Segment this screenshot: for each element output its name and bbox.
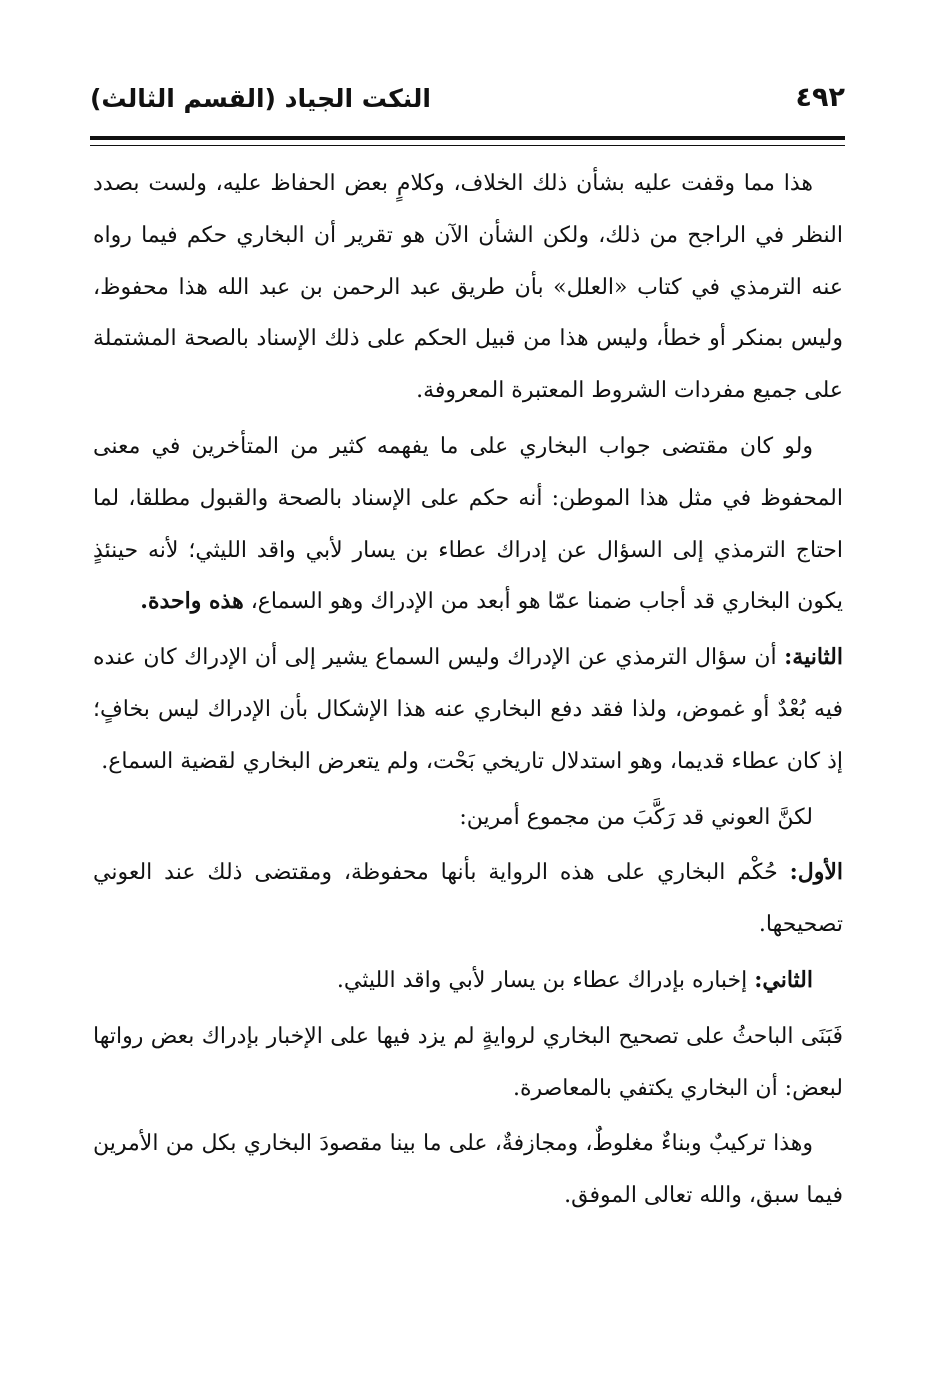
paragraph-text: أن سؤال الترمذي عن الإدراك وليس السماع يشير إلى أن الإدراك كان عنده فيه بُعْدٌ أو غموض، ولذا فقد دفع البخاري عنه هذا الإشكال بأن الإدراك ليس بخافٍ؛ إذ كان عطاء قديما، وهو استدلال تاريخي بَحْت، ولم يتعرض البخاري لقضية السماع. xyxy=(93,645,843,774)
paragraph-6 xyxy=(93,955,843,1007)
paragraph-text: هذا مما وقفت عليه بشأن ذلك الخلاف، وكلامٍ بعض الحفاظ عليه، ولست بصدد النظر في الراجح من ذلك، ولكن الشأن الآن هو تقرير أن البخاري حكم فيما رواه عنه الترمذي في كتاب «العلل» بأن طريق عبد الرحمن بن عبد الله هذا محفوظ، وليس بمنكر أو خطأ، وليس هذا من قبيل الحكم على ذلك الإسناد بالصحة المشتملة على جميع مفردات الشروط المعتبرة المعروفة. xyxy=(93,171,843,404)
header-rule-thick xyxy=(90,136,845,140)
paragraph-lead: الأول: xyxy=(789,859,843,886)
paragraph-7 xyxy=(93,1011,843,1115)
page-number: ٤٩٢ xyxy=(795,82,845,113)
paragraph-text: فَبَنَى الباحثُ على تصحيح البخاري لروايةٍ لم يزد فيها على الإخبار بإدراك بعض رواتها لبعض: أن البخاري يكتفي بالمعاصرة. xyxy=(93,1023,843,1101)
paragraph-lead: الثانية: xyxy=(784,644,843,671)
paragraph-lead: الثاني: xyxy=(754,966,813,993)
paragraph-8 xyxy=(93,1118,843,1222)
paragraph-text: لكنَّ العوني قد رَكَّبَ من مجموع أمرين: xyxy=(459,804,813,830)
paragraph-tail: هذه واحدة. xyxy=(140,588,244,615)
paragraph-text: إخباره بإدراك عطاء بن يسار لأبي واقد الليثي. xyxy=(336,967,755,993)
paragraph-3 xyxy=(93,632,843,787)
paragraph-text: ولو كان مقتضى جواب البخاري على ما يفهمه كثير من المتأخرين في معنى المحفوظ في مثل هذا الموطن: أنه حكم على الإسناد بالصحة والقبول مطلقا، لما احتاج الترمذي إلى السؤال عن إدراك عطاء بن يسار لأبي واقد الليثي؛ لأنه حينئذٍ يكون البخاري قد أجاب ضمنا عمّا هو أبعد من الإدراك وهو السماع، xyxy=(93,433,843,615)
header-rule-thin xyxy=(90,145,845,146)
body-text xyxy=(93,158,843,1222)
paragraph-5 xyxy=(93,847,843,951)
paragraph-text: وهذا تركيبٌ وبناءٌ مغلوطٌ، ومجازفةٌ، على ما بينا مقصودَ البخاري بكل من الأمرين فيما سبق، والله تعالى الموفق. xyxy=(93,1131,843,1209)
paragraph-2 xyxy=(93,421,843,628)
paragraph-1 xyxy=(93,158,843,417)
running-title: النكت الجياد (القسم الثالث) xyxy=(90,84,431,113)
page-header xyxy=(90,78,845,126)
paragraph-4 xyxy=(93,792,843,844)
paragraph-text: حُكْم البخاري على هذه الرواية بأنها محفوظة، ومقتضى ذلك عند العوني تصحيحها. xyxy=(93,860,843,938)
